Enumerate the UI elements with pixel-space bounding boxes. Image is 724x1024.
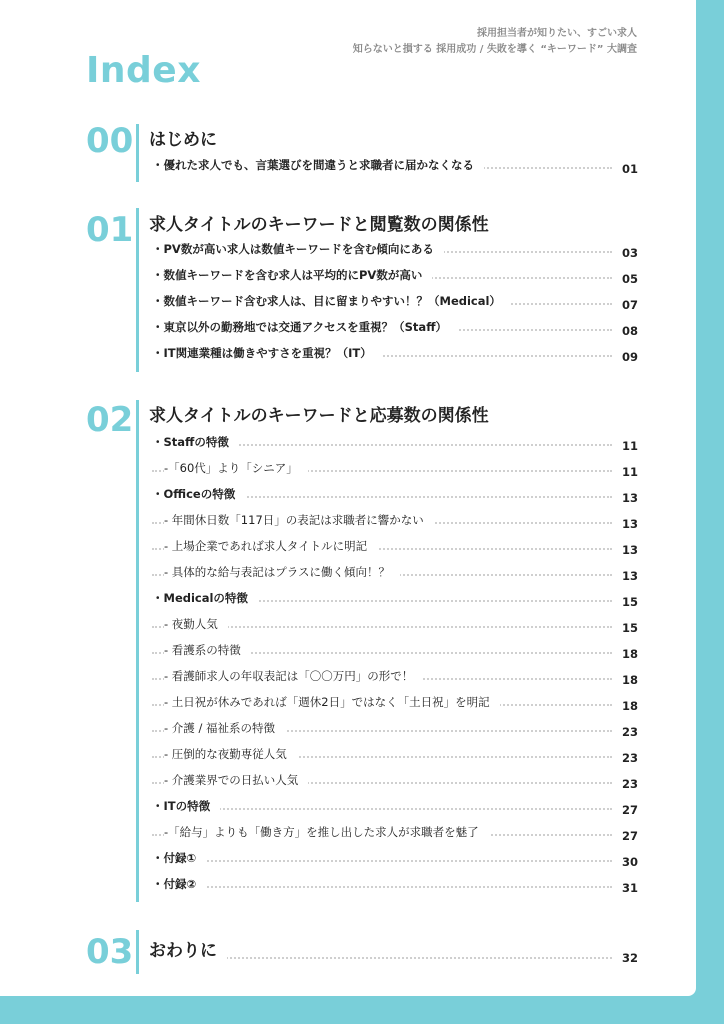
toc-entry-page: 09 [621, 350, 638, 364]
toc-entry-page: 32 [621, 951, 638, 965]
leader-dots [152, 808, 612, 810]
toc-entry[interactable] [152, 344, 638, 370]
toc-entry-page: 13 [621, 517, 638, 531]
toc-entry-label: ・付録① [152, 849, 206, 867]
toc-entry-page: 07 [621, 298, 638, 312]
toc-entry-page: 15 [621, 595, 638, 609]
toc-subentry[interactable] [152, 719, 638, 745]
toc-entry-page: 11 [621, 465, 638, 479]
toc-entry-label: - 看護師求人の年収表記は「〇〇万円」の形で！ [164, 667, 423, 685]
toc-entry[interactable] [152, 849, 638, 875]
toc-entry-page: 13 [621, 543, 638, 557]
toc-entry-page: 15 [621, 621, 638, 635]
page-title: Index [86, 50, 201, 91]
toc-entry-page: 13 [621, 569, 638, 583]
toc-entry[interactable] [152, 433, 638, 459]
section-title: おわりに [149, 939, 227, 963]
section-title[interactable]: 求人タイトルのキーワードと閲覧数の関係性 [149, 215, 489, 235]
toc-entry-page: 23 [621, 725, 638, 739]
section-divider [136, 930, 139, 974]
toc-entry-page: 27 [621, 829, 638, 843]
toc-entry-page: 23 [621, 751, 638, 765]
section-items [149, 940, 638, 966]
toc-entry[interactable] [152, 266, 638, 292]
toc-entry-label: ・付録② [152, 875, 206, 893]
toc-entry-page: 23 [621, 777, 638, 791]
toc-entry-page: 01 [621, 162, 638, 176]
toc-entry-label: ・数値キーワード含む求人は、目に留まりやすい！？（Medical） [152, 292, 511, 310]
toc-entry-label: ・優れた求人でも、言葉選びを間違うと求職者に届かなくなる [152, 156, 484, 174]
section-items [152, 240, 638, 370]
section-divider [136, 124, 139, 182]
section-items [152, 156, 638, 182]
toc-entry[interactable] [152, 875, 638, 901]
toc-entry-label: - 土日祝が休みであれば「週休2日」ではなく「土日祝」を明記 [164, 693, 500, 711]
section-divider [136, 208, 139, 372]
toc-entry-label: -「60代」より「シニア」 [164, 459, 308, 477]
header-line-2: 知らないと損する 採用成功 / 失敗を導く “キーワード” 大調査 [352, 44, 637, 55]
toc-entry-page: 11 [621, 439, 638, 453]
toc-subentry[interactable] [152, 459, 638, 485]
toc-entry-page: 05 [621, 272, 638, 286]
section-number: 02 [86, 400, 134, 440]
header-line-1: 採用担当者が知りたい、すごい求人 [477, 28, 637, 39]
section-divider [136, 400, 139, 902]
toc-entry-page: 08 [621, 324, 638, 338]
toc-entry-label: - 年間休日数「117日」の表記は求職者に響かない [164, 511, 434, 529]
toc-entry-label: ・Officeの特徴 [152, 485, 245, 503]
toc-entry[interactable] [152, 797, 638, 823]
toc-subentry[interactable] [152, 537, 638, 563]
toc-entry-page: 31 [621, 881, 638, 895]
toc-entry[interactable] [149, 940, 638, 966]
toc-entry-page: 03 [621, 246, 638, 260]
toc-entry[interactable] [152, 156, 638, 182]
toc-entry-page: 18 [621, 673, 638, 687]
toc-entry[interactable] [152, 589, 638, 615]
toc-subentry[interactable] [152, 771, 638, 797]
section-number: 01 [86, 210, 134, 250]
section-title[interactable]: はじめに [149, 130, 217, 150]
toc-entry-label: - 看護系の特徴 [164, 641, 251, 659]
toc-subentry[interactable] [152, 823, 638, 849]
leader-dots [152, 886, 612, 888]
toc-entry-label: ・東京以外の勤務地では交通アクセスを重視？（Staff） [152, 318, 457, 336]
toc-entry-page: 30 [621, 855, 638, 869]
section-number: 00 [86, 121, 134, 161]
toc-entry-label: - 夜勤人気 [164, 615, 228, 633]
toc-subentry[interactable] [152, 745, 638, 771]
toc-entry-label: - 上場企業であれば求人タイトルに明記 [164, 537, 377, 555]
section-title[interactable]: 求人タイトルのキーワードと応募数の関係性 [149, 406, 489, 426]
toc-entry-label: ・PV数が高い求人は数値キーワードを含む傾向にある [152, 240, 444, 258]
toc-entry-page: 18 [621, 699, 638, 713]
toc-subentry[interactable] [152, 667, 638, 693]
toc-subentry[interactable] [152, 615, 638, 641]
toc-subentry[interactable] [152, 511, 638, 537]
toc-subentry[interactable] [152, 641, 638, 667]
toc-entry[interactable] [152, 318, 638, 344]
toc-entry-label: ・数値キーワードを含む求人は平均的にPV数が高い [152, 266, 432, 284]
toc-entry-page: 18 [621, 647, 638, 661]
toc-subentry[interactable] [152, 693, 638, 719]
toc-entry-label: - 圧倒的な夜勤専従人気 [164, 745, 297, 763]
toc-entry[interactable] [152, 292, 638, 318]
toc-entry[interactable] [152, 485, 638, 511]
toc-entry-label: - 介護 / 福祉系の特徴 [164, 719, 285, 737]
toc-entry[interactable] [152, 240, 638, 266]
leader-dots [152, 860, 612, 862]
toc-entry-label: - 介護業界での日払い人気 [164, 771, 308, 789]
toc-entry-label: -「給与」よりも「働き方」を推し出した求人が求職者を魅了 [164, 823, 489, 841]
toc-entry-label: - 具体的な給与表記はプラスに働く傾向！？ [164, 563, 400, 581]
toc-entry-page: 13 [621, 491, 638, 505]
toc-entry-label: ・Medicalの特徴 [152, 589, 258, 607]
toc-entry-label: ・ITの特徴 [152, 797, 220, 815]
toc-entry-label: ・IT関連業種は働きやすさを重視？（IT） [152, 344, 382, 362]
document-header [353, 26, 637, 58]
section-items [152, 433, 638, 901]
toc-entry-page: 27 [621, 803, 638, 817]
section-number: 03 [86, 932, 134, 972]
toc-subentry[interactable] [152, 563, 638, 589]
toc-entry-label: ・Staffの特徴 [152, 433, 239, 451]
